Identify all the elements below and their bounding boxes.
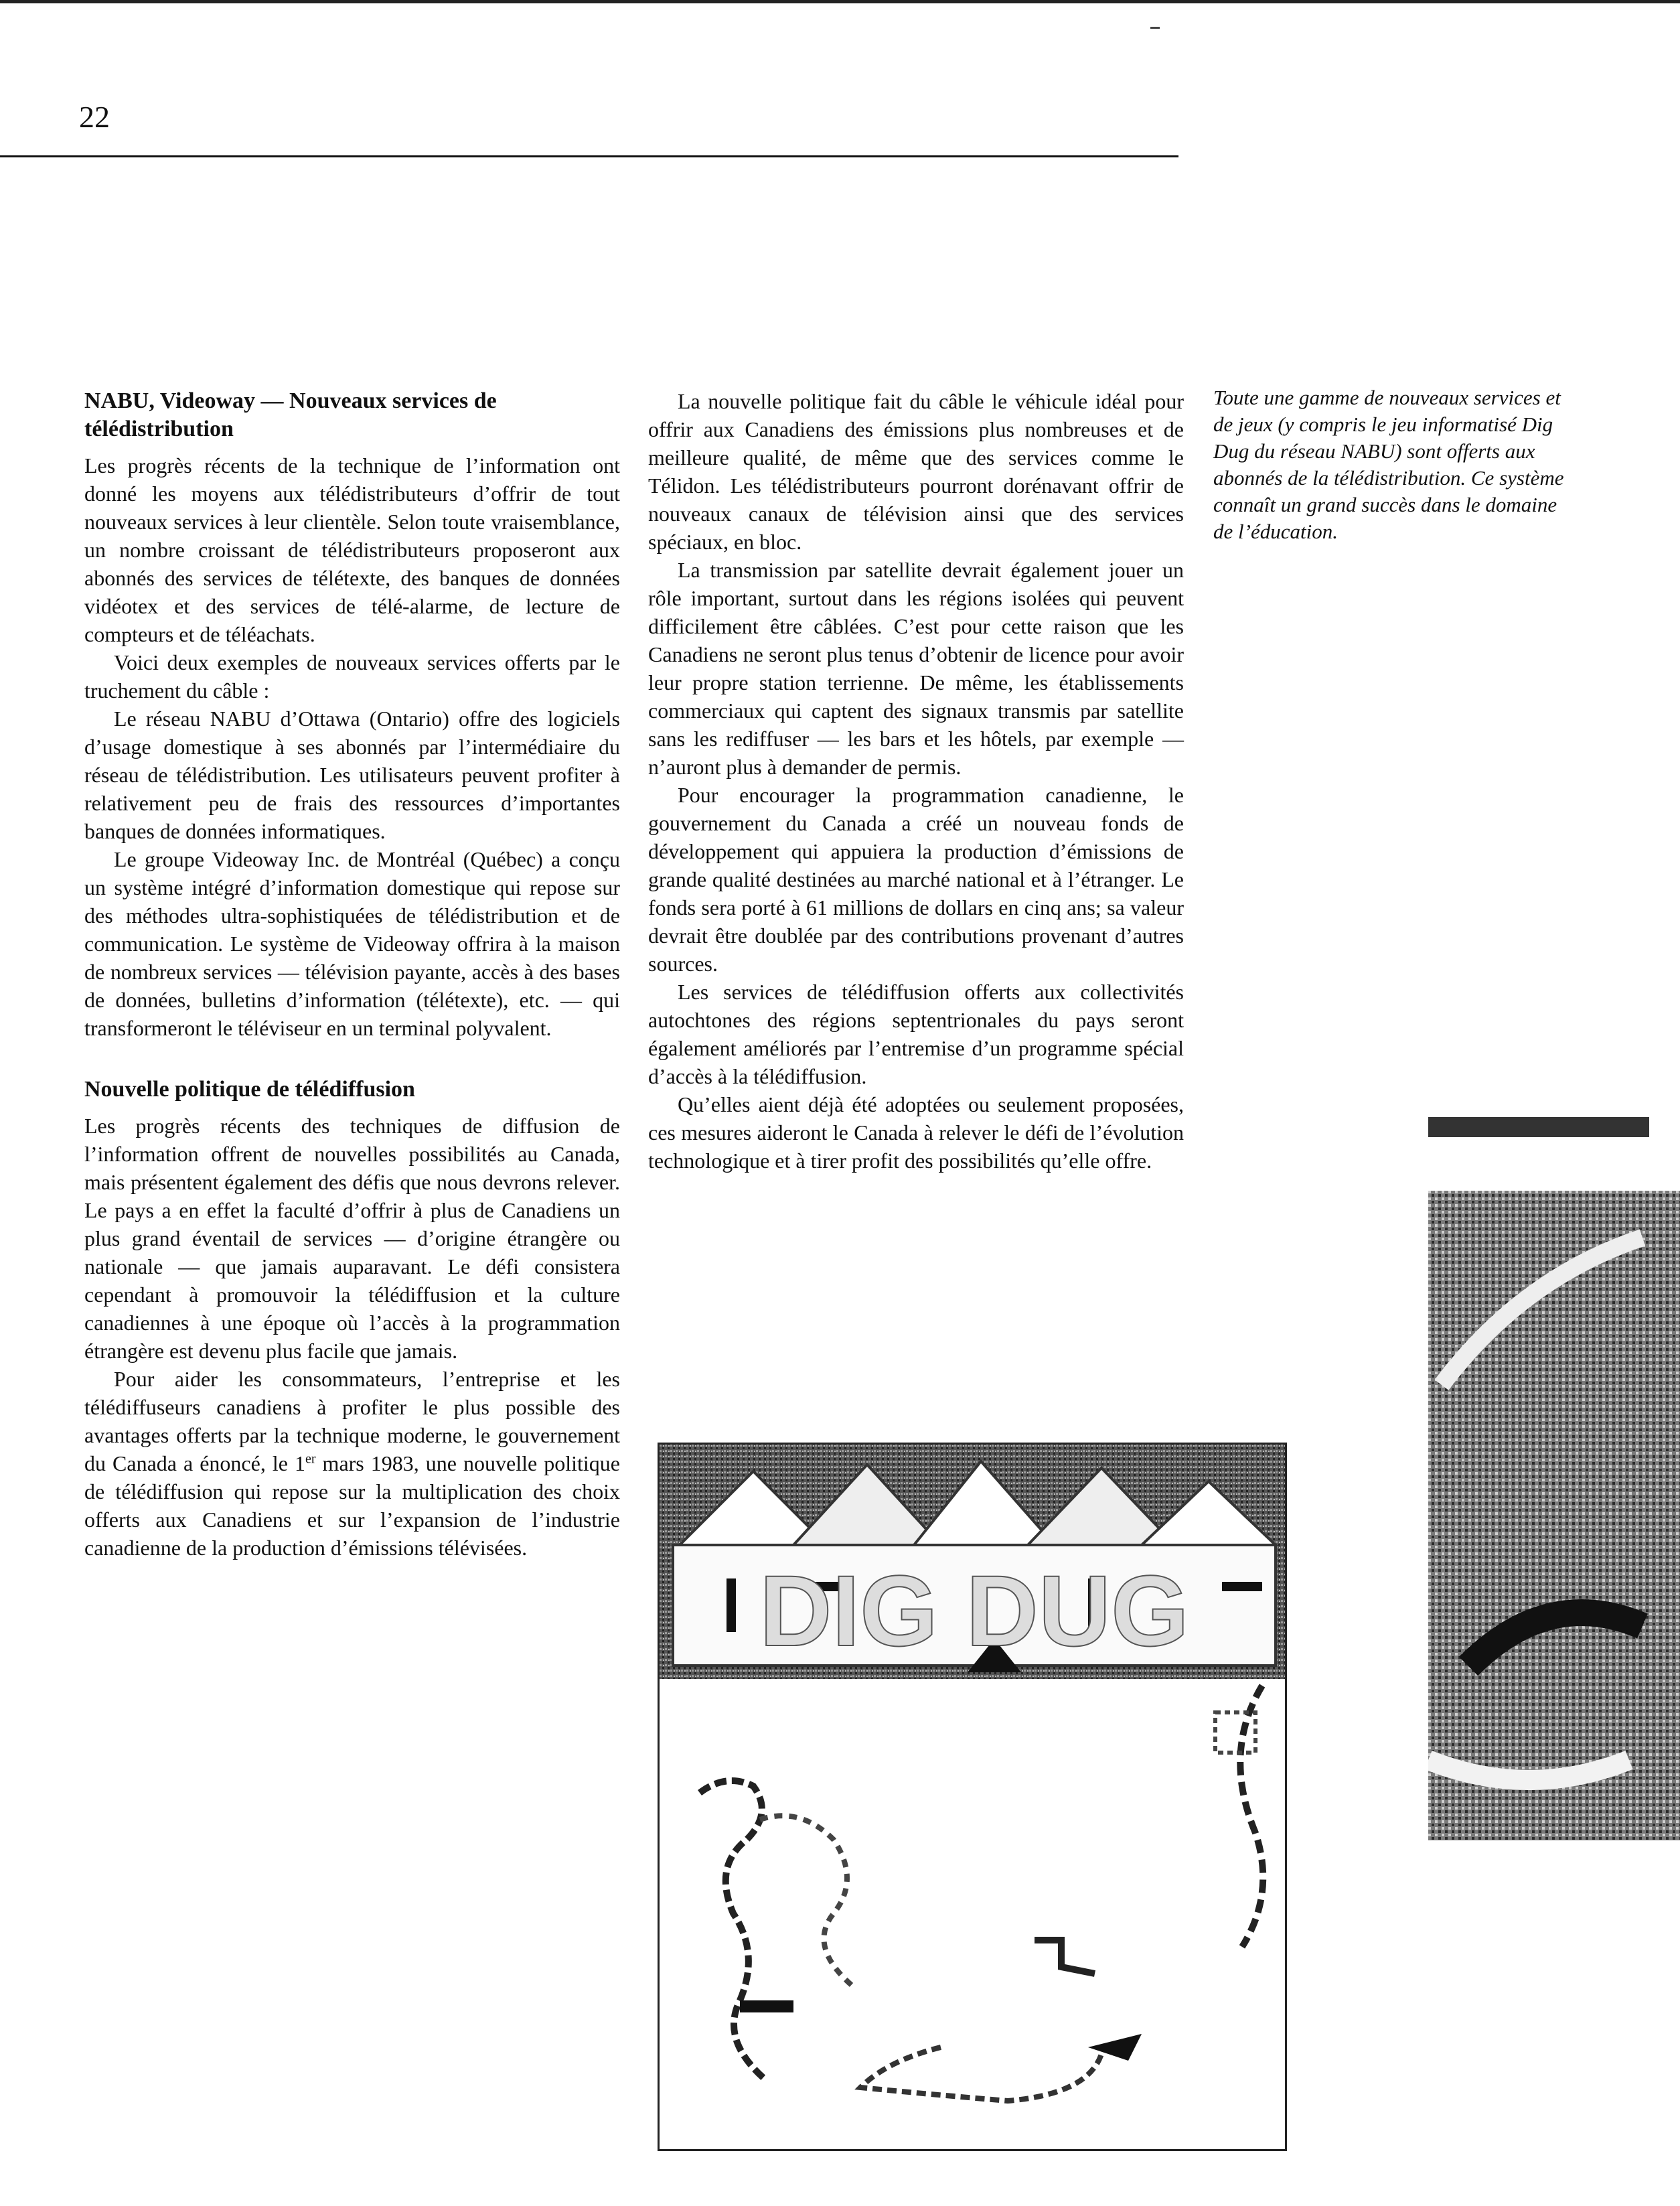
paragraph: Pour encourager la programmation canadienne, le gouvernement du Canada a créé un nouveau fonds de développement qui appuiera la production d’émissions de grande qualité destinées au marché national et à l’étranger. Le fonds sera porté à 61 millions de dollars en cinq ans; sa valeur devrait être doublée par des contributions provenant d’autres sources. (648, 783, 1184, 976)
section-heading-nabu: NABU, Videoway — Nouveaux services de télédistribution (84, 388, 497, 441)
dig-dug-logo: DIG DUG (759, 1554, 1189, 1667)
paragraph: Les services de télédiffusion offerts aux collectivités autochtones des régions septentrionales du pays seront également améliorés par l’entremise d’un programme spécial d’accès à la télédiffusion. (648, 980, 1184, 1088)
caption-text: Toute une gamme de nouveaux services et de jeux (y compris le jeu informatisé Dig Dug du réseau NABU) sont offerts aux abonnés de la télédistribution. Ce système connaît un grand succès dans le domaine de l’éducation. (1213, 386, 1564, 543)
paragraph: La nouvelle politique fait du câble le véhicule idéal pour offrir aux Canadiens des émissions plus nombreuses et de meilleure qualité, de même que des services comme le Télidon. Les télédistributeurs pourront dorénavant offrir de nouveaux canaux de télévision ainsi que des services spéciaux, en bloc. (648, 389, 1184, 554)
header-rule (0, 155, 1178, 157)
paragraph-text: Pour aider les consommateurs, l’entreprise et les télédiffuseurs canadiens à profiter le plus possible des avantages offerts par la technique moderne, le gouvernement du Canada a énoncé, le 1 (84, 1367, 620, 1475)
paragraph: Le réseau NABU d’Ottawa (Ontario) offre des logiciels d’usage domestique à ses abonnés par l’intermédiaire du réseau de télédistribution. Les utilisateurs peuvent profiter à relativement peu de frais des ressources d’importantes banques de données informatiques. (84, 707, 620, 843)
scan-mark (1150, 27, 1160, 29)
paragraph: Les progrès récents de la technique de l’information ont donné les moyens aux télédistributeurs d’offrir de tout nouveaux services à leur clientèle. Selon toute vraisemblance, un nombre croissant de télédistributeurs proposeront aux abonnés des services de télétexte, des banques de données vidéotex et des services de télé-alarme, de lecture de compteurs et de téléachats. (84, 453, 620, 646)
partial-photo-image (1428, 1117, 1680, 1874)
middle-column (648, 387, 1184, 1175)
top-border (0, 0, 1680, 3)
dig-dug-screenshot (658, 1443, 1287, 2151)
page-number: 22 (79, 100, 110, 134)
left-column (84, 387, 620, 1562)
paragraph: Le groupe Videoway Inc. de Montréal (Québec) a conçu un système intégré d’information domestique qui repose sur des méthodes ultra-sophistiquées de télédistribution et de communication. Le système de Videoway offrira à la maison de nombreux services — télévision payante, accès à des bases de données, bulletins d’information (télétexte), etc. — qui transformeront le téléviseur en un terminal polyvalent. (84, 847, 620, 1040)
paragraph: Qu’elles aient déjà été adoptées ou seulement proposées, ces mesures aideront le Canada à relever le défi de l’évolution technologique et à tirer profit des possibilités qu’elle offre. (648, 1092, 1184, 1173)
partial-photo-right (1428, 1117, 1680, 1874)
photo-caption (1213, 384, 1568, 545)
section-heading-politique: Nouvelle politique de télédiffusion (84, 1077, 415, 1102)
paragraph: Voici deux exemples de nouveaux services offerts par le truchement du câble : (84, 650, 620, 703)
paragraph (84, 1365, 620, 1562)
dig-dug-image (660, 1445, 1285, 2149)
paragraph: La transmission par satellite devrait également jouer un rôle important, surtout dans les régions isolées qui peuvent difficilement être câblées. C’est pour cette raison que les Canadiens ne seront plus tenus d’obtenir de licence pour avoir leur propre station terrienne. De même, les établissements commerciaux qui captent des signaux transmis par satellite sans les rediffuser — les bars et les hôtels, par exemple — n’auront plus à demander de permis. (648, 558, 1184, 779)
ordinal-superscript: er (305, 1451, 316, 1467)
paragraph-text: mars 1983, une nouvelle politique de télédiffusion qui repose sur la multiplication des choix offerts aux Canadiens et sur l’expansion de l’industrie canadienne de la production d’émissions télévisées. (84, 1451, 621, 1560)
paragraph: Les progrès récents des techniques de diffusion de l’information offrent de nouvelles possibilités au Canada, mais présentent également des défis que nous devrons relever. Le pays a en effet la faculté d’offrir à plus de Canadiens un plus grand éventail de services — d’origine étrangère ou nationale — que jamais auparavant. Le défi consistera cependant à promouvoir la télédiffusion et la culture canadiennes à une époque où l’accès à la programmation étrangère est devenu plus facile que jamais. (84, 1114, 620, 1363)
